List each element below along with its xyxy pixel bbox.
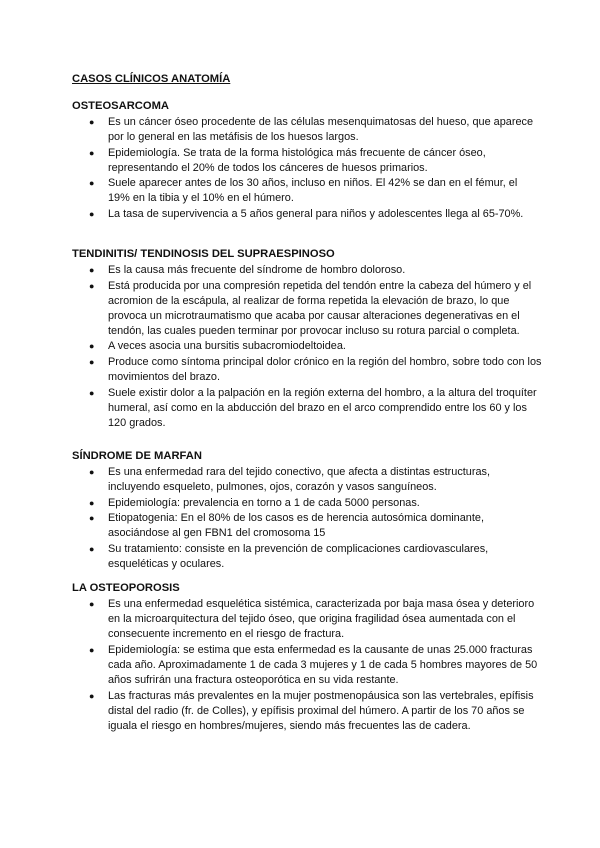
- list-item: ● Está producida por una compresión repetida del tendón entre la cabeza del húmero y el acromion de la escápula, al realizar de forma repetida la elevación de brazo, lo que provoca un microtraumatismo que acaba por causar alteraciones degenerativas en el tendón, las cuales pueden terminar por provocar incluso su rotura parcial o completa.: [89, 279, 532, 337]
- list-item: ● Epidemiología: prevalencia en torno a 1 de cada 5000 personas.: [72, 496, 542, 511]
- list-item: ● La tasa de supervivencia a 5 años general para niños y adolescentes llega al 65-70%.: [72, 207, 542, 222]
- bullet-icon: ●: [89, 467, 95, 477]
- list-item: ● Las fracturas más prevalentes en la mujer postmenopáusica son las vertebrales, epífisis distal del radio (fr. de Colles), y epífisis proximal del húmero. A partir de los 70 años se iguala el riesgo en hombres/mujeres, siendo más frecuentes las de cadera.: [89, 689, 534, 732]
- list-item: ● Su tratamiento: consiste en la prevención de complicaciones cardiovasculares, esqueléticas y oculares.: [89, 542, 489, 571]
- section-osteosarcoma: [72, 99, 542, 223]
- bullet-icon: ●: [89, 280, 95, 291]
- document-title: CASOS CLÍNICOS ANATOMÍA: [72, 73, 231, 85]
- bullet-icon: ●: [89, 387, 95, 398]
- list-item: ● Epidemiología. Se trata de la forma histológica más frecuente de cáncer óseo, representando el 20% de todos los cánceres de huesos primarios.: [89, 146, 486, 174]
- bullet-icon: ●: [89, 147, 95, 158]
- section-osteoporosis: [72, 581, 542, 734]
- bullet-icon: ●: [89, 599, 95, 609]
- list-item: ● A veces asocia una bursitis subacromiodeltoidea.: [72, 339, 542, 354]
- list-item: ● Suele aparecer antes de los 30 años, incluso en niños. El 42% se dan en el fémur, el 19% en la tibia y el 10% en el húmero.: [89, 177, 518, 205]
- list-item: ● Es una enfermedad rara del tejido conectivo, que afecta a distintas estructuras, incluyendo esqueleto, pulmones, ojos, corazón y vasos sanguíneos.: [89, 466, 490, 494]
- bullet-icon: ●: [89, 341, 95, 352]
- list-item: ● Es una enfermedad esquelética sistémica, caracterizada por baja masa ósea y deterioro en la microarquitectura del tejido óseo, que origina fragilidad ósea aumentada con el consecuente incremento en el riesgo de fractura.: [89, 598, 535, 641]
- bullet-icon: ●: [89, 357, 95, 368]
- list-item: ● Etiopatogenia: En el 80% de los casos es de herencia autosómica dominante, asociándose al gen FBN1 del cromosoma 15: [89, 512, 484, 540]
- bullet-icon: ●: [89, 513, 95, 524]
- bullet-list: [72, 597, 542, 734]
- bullet-list: [72, 263, 542, 431]
- list-item: ● Produce como síntoma principal dolor crónico en la región del hombro, sobre todo con los movimientos del brazo.: [89, 356, 542, 384]
- bullet-list: [72, 115, 542, 222]
- section-marfan: [72, 449, 542, 573]
- list-item: ● Es un cáncer óseo procedente de las células mesenquimatosas del hueso, que aparece por lo general en las metáfisis de los huesos largos.: [89, 116, 534, 144]
- bullet-icon: ●: [89, 117, 95, 127]
- bullet-list: [72, 465, 542, 572]
- list-item: ● Es la causa más frecuente del síndrome de hombro doloroso.: [72, 263, 542, 278]
- section-heading: TENDINITIS/ TENDINOSIS DEL SUPRAESPINOSO: [72, 248, 335, 260]
- section-heading: SÍNDROME DE MARFAN: [72, 450, 202, 462]
- section-heading: OSTEOSARCOMA: [72, 100, 169, 112]
- list-item: ● Suele existir dolor a la palpación en la región externa del hombro, a la altura del troquíter humeral, así como en la abducción del brazo en el arco comprendido entre los 60 y los 120 grados.: [89, 386, 537, 429]
- bullet-icon: ●: [89, 644, 95, 655]
- bullet-icon: ●: [89, 497, 95, 508]
- bullet-icon: ●: [89, 265, 95, 275]
- bullet-icon: ●: [89, 690, 95, 701]
- list-item: ● Epidemiología: se estima que esta enfermedad es la causante de unas 25.000 fracturas cada año. Aproximadamente 1 de cada 3 mujeres y 1 de cada 5 hombres mayores de 50 años sufrirán una fractura osteoporótica en su vida restante.: [89, 643, 538, 686]
- bullet-icon: ●: [89, 209, 95, 220]
- bullet-icon: ●: [89, 543, 95, 554]
- bullet-icon: ●: [89, 178, 95, 189]
- section-tendinitis: [72, 247, 542, 432]
- section-heading: LA OSTEOPOROSIS: [72, 582, 180, 594]
